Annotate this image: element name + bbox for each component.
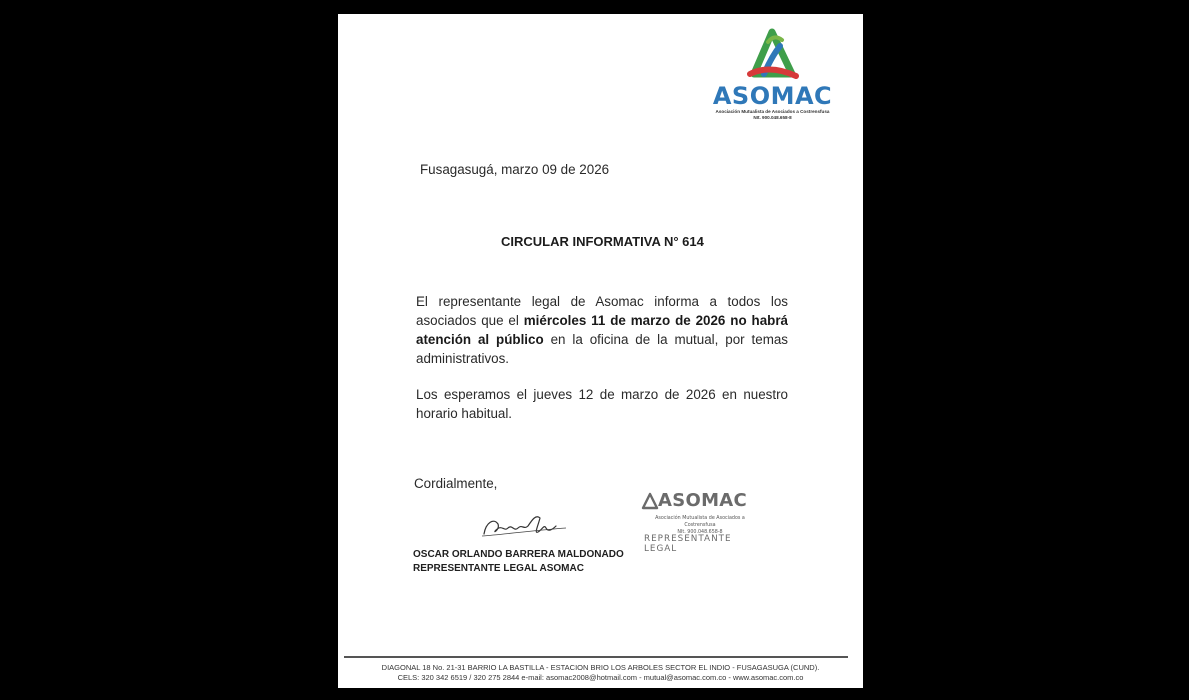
stamp-triangle-icon xyxy=(640,491,660,511)
paragraph-1 xyxy=(416,292,788,368)
official-stamp xyxy=(640,490,760,554)
asomac-logo xyxy=(710,24,835,134)
paragraph-1-intro: El representante legal de Asomac informa a todos los asociados que el xyxy=(416,294,788,328)
paragraph-2: Los esperamos el jueves 12 de marzo de 2026 en nuestro horario habitual. xyxy=(416,387,788,421)
stamp-name: ASOMAC xyxy=(658,490,748,511)
footer-divider xyxy=(344,656,848,658)
stamp-sub-line2: NIt. 900.048.658-8 xyxy=(677,530,723,535)
footer-contacts: CELS: 320 342 6519 / 320 275 2844 e-mail: asomac2008@hotmail.com - mutual@asomac.com.co - www.asomac.com.co xyxy=(397,673,804,682)
stamp-sub-line1: Asociación Mutualista de Asociados a Costrensfusa xyxy=(655,516,745,528)
circular-title: CIRCULAR INFORMATIVA N° 614 xyxy=(501,234,704,249)
date-line: Fusagasugá, marzo 09 de 2026 xyxy=(420,162,610,177)
logo-subtitle xyxy=(710,109,835,120)
paragraph-1-bold: miércoles 11 de marzo de 2026 no habrá atención al público xyxy=(416,313,788,347)
signer-title: REPRESENTANTE LEGAL ASOMAC xyxy=(413,563,584,574)
signature-icon xyxy=(478,504,568,544)
stamp-role: REPRESENTANTE LEGAL xyxy=(644,534,732,554)
closing: Cordialmente, xyxy=(414,476,498,491)
document-page xyxy=(338,14,863,688)
footer-address: DIAGONAL 18 No. 21-31 BARRIO LA BASTILLA - ESTACION BRIO LOS ARBOLES SECTOR EL INDIO - FUSAGASUGA (CUND). xyxy=(381,663,820,672)
logo-name: ASOMAC xyxy=(712,82,833,110)
paragraph-1-outro: en la oficina de la mutual, por temas administrativos. xyxy=(416,332,788,366)
signer-name: OSCAR ORLANDO BARRERA MALDONADO xyxy=(413,549,624,560)
signer-block xyxy=(413,548,624,576)
logo-sub-line1: Asociación Mutualista de Asociados a Costrensfusa xyxy=(715,109,830,114)
logo-sub-line2: NIt. 900.048.658-8 xyxy=(753,114,792,120)
triangle-logo-icon xyxy=(710,24,835,84)
stamp-subtitle xyxy=(644,515,756,536)
